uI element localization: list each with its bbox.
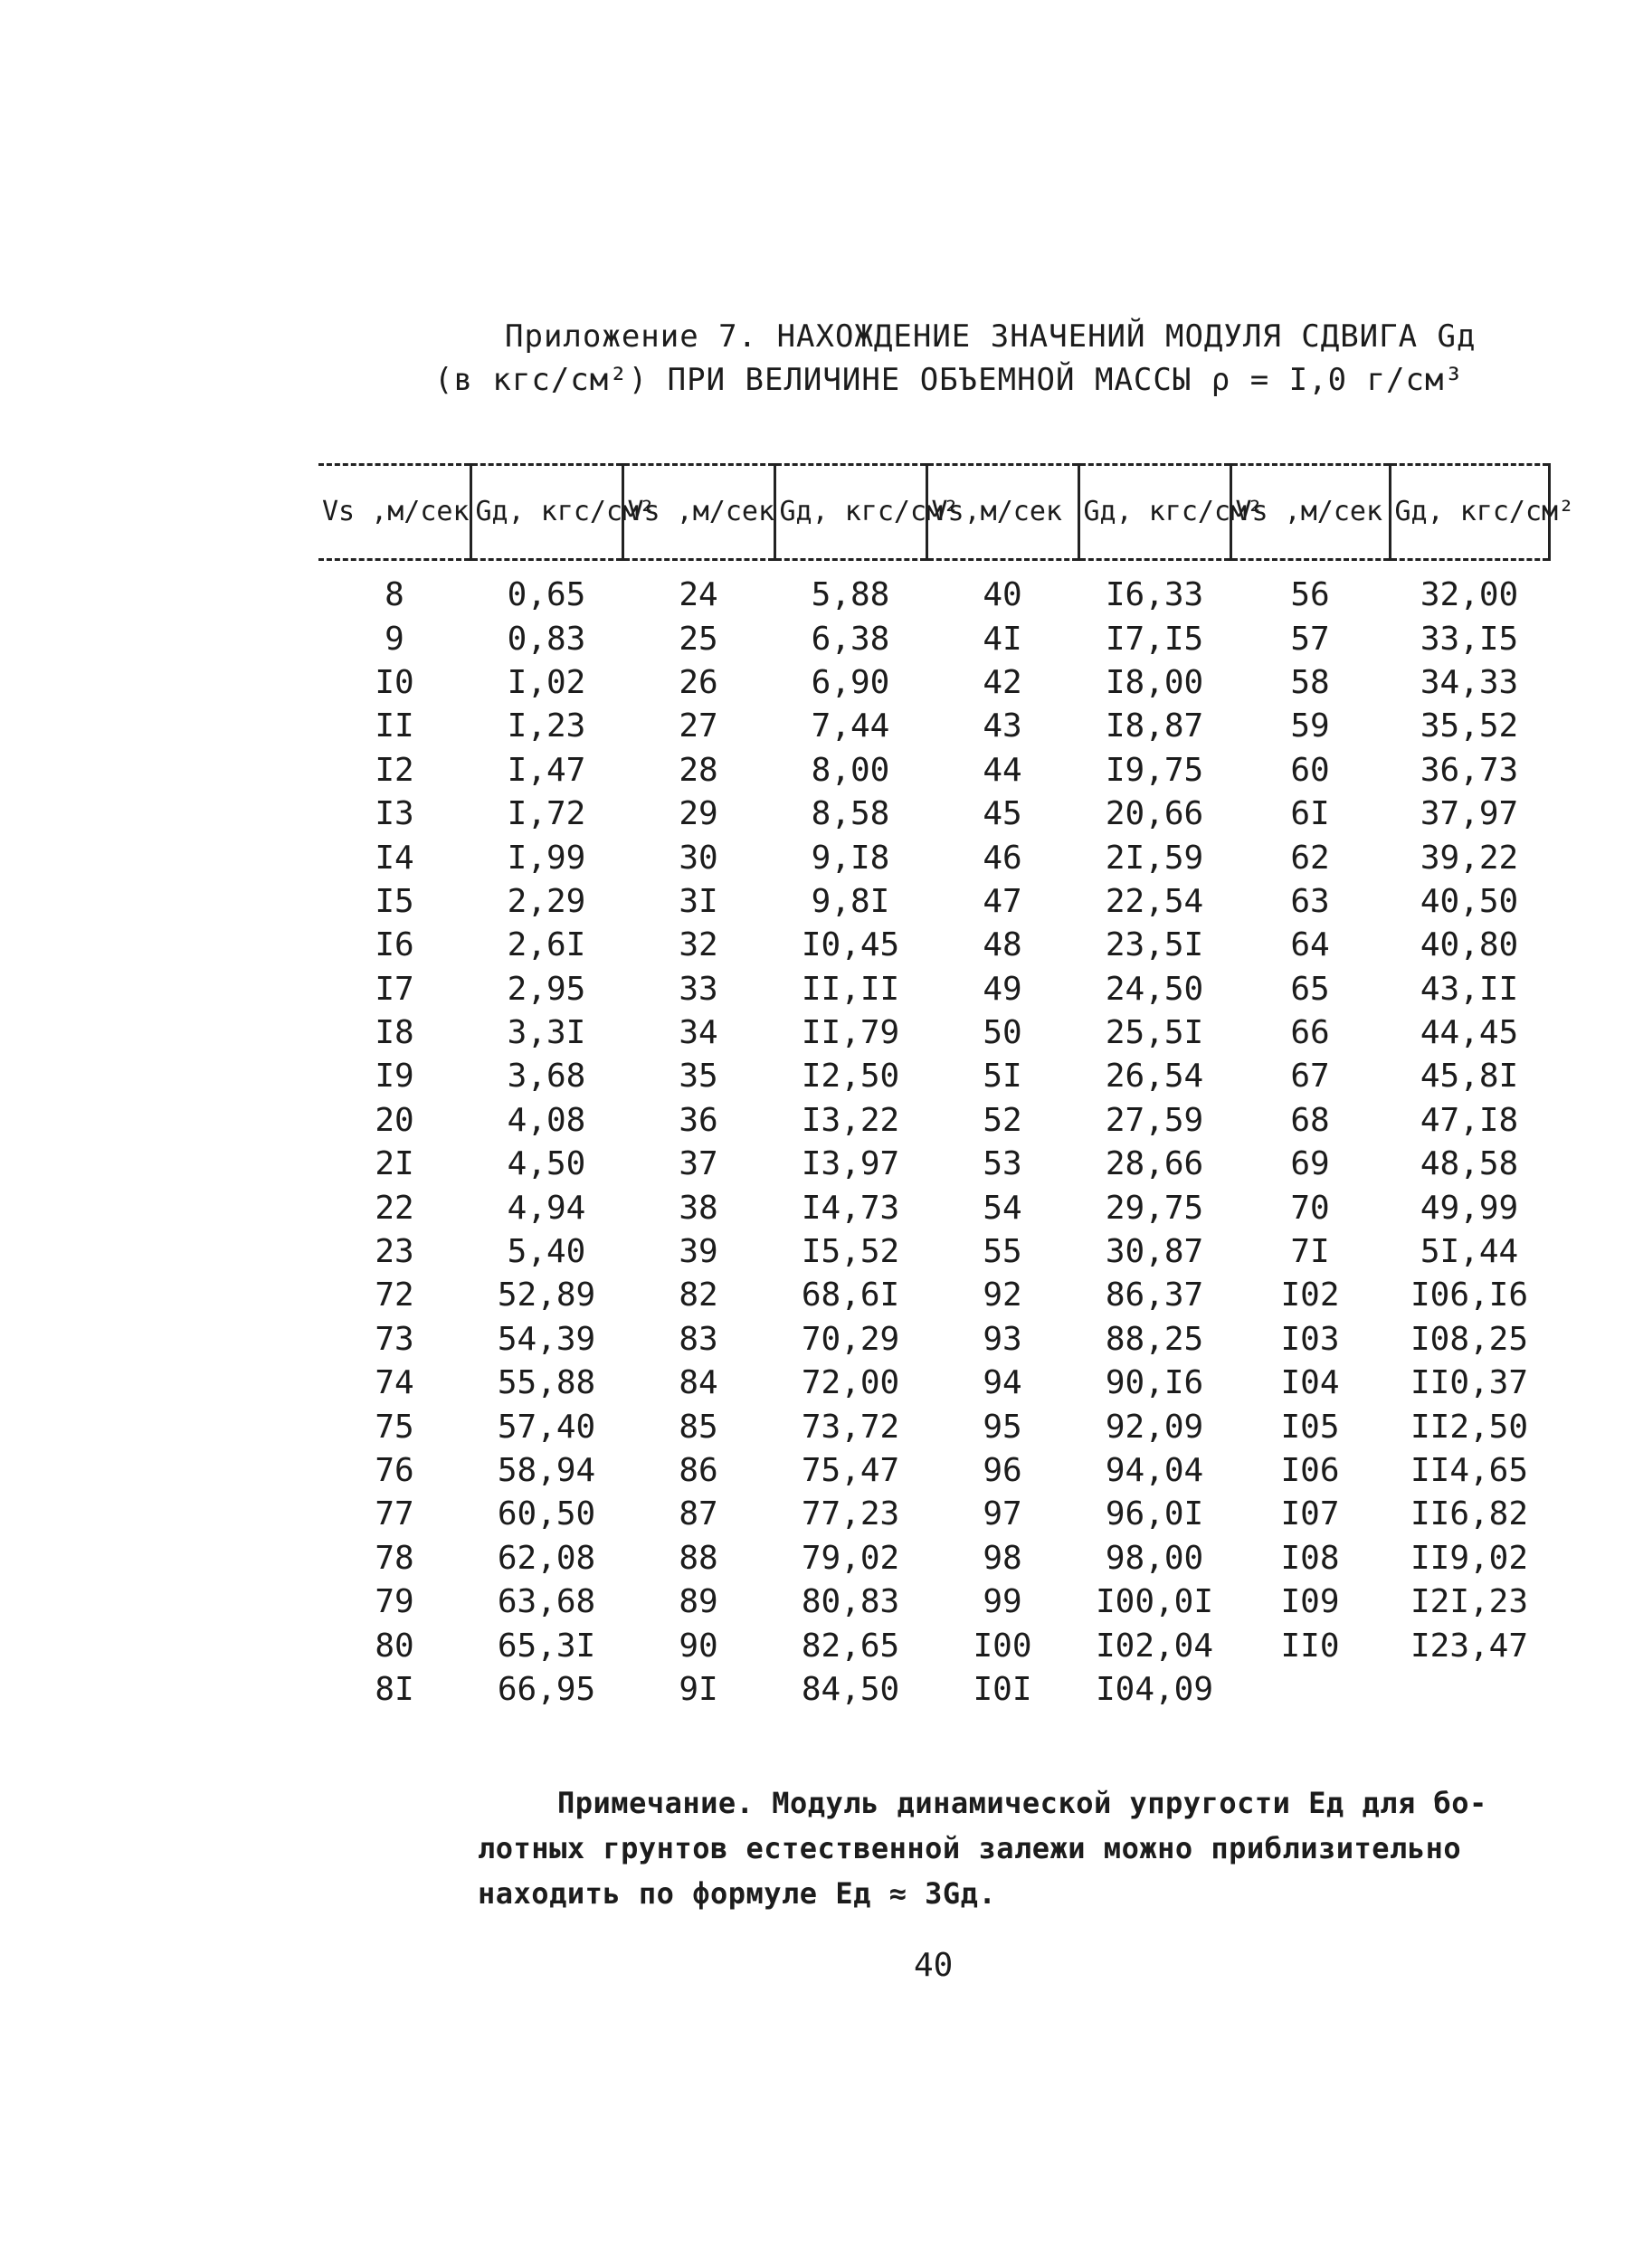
velocity-cell: 49 xyxy=(983,970,1022,1008)
velocity-cell: I02 xyxy=(1280,1276,1340,1314)
modulus-cell: 63,68 xyxy=(497,1583,596,1621)
modulus-cell: 29,75 xyxy=(1105,1189,1204,1227)
table-row xyxy=(318,661,1549,705)
velocity-cell: 54 xyxy=(983,1189,1022,1227)
table-row xyxy=(318,1011,1549,1055)
modulus-cell: 26,54 xyxy=(1105,1058,1204,1096)
velocity-cell: 28 xyxy=(679,751,718,789)
velocity-cell: 39 xyxy=(679,1233,718,1271)
modulus-cell: 82,65 xyxy=(801,1627,900,1665)
velocity-cell: 69 xyxy=(1290,1145,1330,1183)
modulus-cell: I,99 xyxy=(507,839,586,877)
modulus-cell: II2,50 xyxy=(1410,1408,1529,1446)
modulus-cell: 6,90 xyxy=(811,663,890,701)
velocity-cell: 67 xyxy=(1290,1058,1330,1096)
modulus-cell: 2,6I xyxy=(507,926,586,964)
header-gd-1: Gд, кгс/см² xyxy=(470,465,622,560)
modulus-cell: I2,50 xyxy=(801,1058,900,1096)
modulus-cell: 62,08 xyxy=(497,1539,596,1577)
velocity-cell: 58 xyxy=(1290,663,1330,701)
modulus-cell: 30,87 xyxy=(1105,1233,1204,1271)
title-line-1: Приложение 7. НАХОЖДЕНИЕ ЗНАЧЕНИЙ МОДУЛЯ СДВИГА Gд xyxy=(505,318,1477,355)
modulus-cell: 36,73 xyxy=(1420,751,1519,789)
modulus-cell: II6,82 xyxy=(1410,1495,1529,1533)
velocity-cell: I0 xyxy=(375,663,414,701)
table-row xyxy=(318,1186,1549,1229)
velocity-cell: 99 xyxy=(983,1583,1022,1621)
modulus-cell: 98,00 xyxy=(1105,1539,1204,1577)
velocity-cell: I00 xyxy=(973,1627,1032,1665)
velocity-cell: 59 xyxy=(1290,707,1330,745)
velocity-cell: 74 xyxy=(375,1364,414,1402)
table-row xyxy=(318,1362,1549,1405)
velocity-cell: I6 xyxy=(375,926,414,964)
table-row xyxy=(318,1668,1549,1712)
velocity-cell: 48 xyxy=(983,926,1022,964)
velocity-cell: 62 xyxy=(1290,839,1330,877)
modulus-cell: 49,99 xyxy=(1420,1189,1519,1227)
table-row xyxy=(318,574,1549,617)
modulus-cell: I4,73 xyxy=(801,1189,900,1227)
table-row xyxy=(318,968,1549,1011)
table-row xyxy=(318,1055,1549,1098)
modulus-cell: 44,45 xyxy=(1420,1014,1519,1052)
velocity-cell: I8 xyxy=(375,1014,414,1052)
modulus-cell: 92,09 xyxy=(1105,1408,1204,1446)
modulus-cell: 4,50 xyxy=(507,1145,586,1183)
velocity-cell: 25 xyxy=(679,620,718,658)
velocity-cell: 90 xyxy=(679,1627,718,1665)
modulus-cell: 79,02 xyxy=(801,1539,900,1577)
velocity-cell: I06 xyxy=(1280,1452,1340,1489)
modulus-cell: 34,33 xyxy=(1420,663,1519,701)
header-gd-3: Gд, кгс/см² xyxy=(1078,465,1230,560)
velocity-cell: 96 xyxy=(983,1452,1022,1489)
modulus-cell: 94,04 xyxy=(1105,1452,1204,1489)
velocity-cell: 86 xyxy=(679,1452,718,1489)
modulus-cell: 23,5I xyxy=(1105,926,1204,964)
modulus-cell: 2I,59 xyxy=(1105,839,1204,877)
modulus-cell: 54,39 xyxy=(497,1320,596,1358)
velocity-cell: 88 xyxy=(679,1539,718,1577)
modulus-cell: 5I,44 xyxy=(1420,1233,1519,1271)
modulus-cell: 7,44 xyxy=(811,707,890,745)
modulus-cell: 86,37 xyxy=(1105,1276,1204,1314)
velocity-cell: 73 xyxy=(375,1320,414,1358)
page-title xyxy=(434,315,1502,402)
velocity-cell: 80 xyxy=(375,1627,414,1665)
modulus-cell: 27,59 xyxy=(1105,1101,1204,1139)
velocity-cell: 76 xyxy=(375,1452,414,1489)
velocity-cell: 85 xyxy=(679,1408,718,1446)
modulus-cell: 70,29 xyxy=(801,1320,900,1358)
modulus-cell: 5,40 xyxy=(507,1233,586,1271)
velocity-cell: 8 xyxy=(385,576,404,614)
modulus-cell: II9,02 xyxy=(1410,1539,1529,1577)
modulus-cell: I7,I5 xyxy=(1105,620,1204,658)
velocity-cell: 26 xyxy=(679,663,718,701)
modulus-cell: 37,97 xyxy=(1420,795,1519,833)
velocity-cell: 36 xyxy=(679,1101,718,1139)
velocity-cell: I0I xyxy=(973,1670,1032,1708)
modulus-cell: I,23 xyxy=(507,707,586,745)
velocity-cell: 24 xyxy=(679,576,718,614)
modulus-cell: I00,0I xyxy=(1095,1583,1214,1621)
velocity-cell: 63 xyxy=(1290,882,1330,920)
velocity-cell: 38 xyxy=(679,1189,718,1227)
modulus-cell: I08,25 xyxy=(1410,1320,1529,1358)
modulus-cell: 43,II xyxy=(1420,970,1519,1008)
table-row xyxy=(318,1449,1549,1493)
velocity-cell: 82 xyxy=(679,1276,718,1314)
velocity-cell: 79 xyxy=(375,1583,414,1621)
modulus-cell: I5,52 xyxy=(801,1233,900,1271)
velocity-cell: 55 xyxy=(983,1233,1022,1271)
modulus-cell: 77,23 xyxy=(801,1495,900,1533)
velocity-cell: I3 xyxy=(375,795,414,833)
table-row xyxy=(318,705,1549,748)
velocity-cell: 9I xyxy=(679,1670,718,1708)
header-gd-2: Gд, кгс/см² xyxy=(774,465,926,560)
velocity-cell: 27 xyxy=(679,707,718,745)
modulus-cell: 60,50 xyxy=(497,1495,596,1533)
table-body xyxy=(318,560,1549,1713)
velocity-cell: 53 xyxy=(983,1145,1022,1183)
modulus-cell: 8,00 xyxy=(811,751,890,789)
velocity-cell: 8I xyxy=(375,1670,414,1708)
velocity-cell: 84 xyxy=(679,1364,718,1402)
modulus-cell: 73,72 xyxy=(801,1408,900,1446)
velocity-cell: 32 xyxy=(679,926,718,964)
velocity-cell: 2I xyxy=(375,1145,414,1183)
modulus-cell: 32,00 xyxy=(1420,576,1519,614)
modulus-cell: 2,95 xyxy=(507,970,586,1008)
modulus-cell: 0,83 xyxy=(507,620,586,658)
velocity-cell: II xyxy=(375,707,414,745)
modulus-cell: 88,25 xyxy=(1105,1320,1204,1358)
modulus-cell: I8,87 xyxy=(1105,707,1204,745)
velocity-cell: 94 xyxy=(983,1364,1022,1402)
modulus-cell: I,47 xyxy=(507,751,586,789)
modulus-cell: 55,88 xyxy=(497,1364,596,1402)
modulus-cell: I2I,23 xyxy=(1410,1583,1529,1621)
velocity-cell: 37 xyxy=(679,1145,718,1183)
velocity-cell: 95 xyxy=(983,1408,1022,1446)
velocity-cell: I04 xyxy=(1280,1364,1340,1402)
header-vs-3: Vs,м/сек xyxy=(926,465,1078,560)
modulus-cell: I23,47 xyxy=(1410,1627,1529,1665)
modulus-cell: 96,0I xyxy=(1105,1495,1204,1533)
page-number: 40 xyxy=(914,1947,954,1984)
velocity-cell: 30 xyxy=(679,839,718,877)
modulus-cell: I06,I6 xyxy=(1410,1276,1529,1314)
header-vs-2: Vs ,м/сек xyxy=(622,465,774,560)
velocity-cell: I2 xyxy=(375,751,414,789)
modulus-cell: II,II xyxy=(801,970,900,1008)
modulus-cell: 66,95 xyxy=(497,1670,596,1708)
velocity-cell: I09 xyxy=(1280,1583,1340,1621)
velocity-cell: 22 xyxy=(375,1189,414,1227)
velocity-cell: 65 xyxy=(1290,970,1330,1008)
velocity-cell: 75 xyxy=(375,1408,414,1446)
velocity-cell: 87 xyxy=(679,1495,718,1533)
velocity-cell: 89 xyxy=(679,1583,718,1621)
modulus-cell: 84,50 xyxy=(801,1670,900,1708)
velocity-cell xyxy=(1230,1668,1390,1712)
velocity-cell: II0 xyxy=(1280,1627,1340,1665)
velocity-cell: 83 xyxy=(679,1320,718,1358)
velocity-cell: 20 xyxy=(375,1101,414,1139)
modulus-cell: 57,40 xyxy=(497,1408,596,1446)
table-row xyxy=(318,880,1549,924)
table-row xyxy=(318,836,1549,879)
table-row xyxy=(318,617,1549,660)
velocity-cell: 68 xyxy=(1290,1101,1330,1139)
modulus-cell: II4,65 xyxy=(1410,1452,1529,1489)
velocity-cell: 4I xyxy=(983,620,1022,658)
velocity-cell: I9 xyxy=(375,1058,414,1096)
velocity-cell: 35 xyxy=(679,1058,718,1096)
velocity-cell: 92 xyxy=(983,1276,1022,1314)
modulus-cell: 65,3I xyxy=(497,1627,596,1665)
modulus-cell: I8,00 xyxy=(1105,663,1204,701)
velocity-cell: 70 xyxy=(1290,1189,1330,1227)
modulus-cell: 45,8I xyxy=(1420,1058,1519,1096)
modulus-cell: 8,58 xyxy=(811,795,890,833)
modulus-cell: I9,75 xyxy=(1105,751,1204,789)
table-row xyxy=(318,1318,1549,1362)
modulus-cell: I6,33 xyxy=(1105,576,1204,614)
modulus-cell: 58,94 xyxy=(497,1452,596,1489)
modulus-cell: 40,50 xyxy=(1420,882,1519,920)
modulus-cell: II,79 xyxy=(801,1014,900,1052)
modulus-cell: 40,80 xyxy=(1420,926,1519,964)
modulus-cell: I3,22 xyxy=(801,1101,900,1139)
velocity-cell: 6I xyxy=(1290,795,1330,833)
modulus-cell: 28,66 xyxy=(1105,1145,1204,1183)
modulus-cell: 3,3I xyxy=(507,1014,586,1052)
velocity-cell: 47 xyxy=(983,882,1022,920)
velocity-cell: 64 xyxy=(1290,926,1330,964)
modulus-cell: 75,47 xyxy=(801,1452,900,1489)
velocity-cell: 23 xyxy=(375,1233,414,1271)
modulus-cell: 3,68 xyxy=(507,1058,586,1096)
table-row xyxy=(318,1493,1549,1536)
modulus-cell: 6,38 xyxy=(811,620,890,658)
velocity-cell: 78 xyxy=(375,1539,414,1577)
velocity-cell: 60 xyxy=(1290,751,1330,789)
table-row xyxy=(318,792,1549,836)
velocity-cell: 98 xyxy=(983,1539,1022,1577)
table-header-row xyxy=(318,465,1549,560)
table-row xyxy=(318,924,1549,967)
modulus-cell: 80,83 xyxy=(801,1583,900,1621)
modulus-cell: 9,8I xyxy=(811,882,890,920)
velocity-cell: I08 xyxy=(1280,1539,1340,1577)
modulus-cell: 4,08 xyxy=(507,1101,586,1139)
note xyxy=(478,1780,1518,1916)
velocity-cell: 44 xyxy=(983,751,1022,789)
note-line-2: лотных грунтов естественной залежи можно приблизительно xyxy=(478,1831,1462,1865)
velocity-cell: 46 xyxy=(983,839,1022,877)
velocity-cell: 7I xyxy=(1290,1233,1330,1271)
modulus-cell: 5,88 xyxy=(811,576,890,614)
velocity-cell: I7 xyxy=(375,970,414,1008)
modulus-cell: 33,I5 xyxy=(1420,620,1519,658)
modulus-cell: 2,29 xyxy=(507,882,586,920)
table-row xyxy=(318,1624,1549,1667)
velocity-cell: 72 xyxy=(375,1276,414,1314)
velocity-cell: 66 xyxy=(1290,1014,1330,1052)
velocity-cell: I07 xyxy=(1280,1495,1340,1533)
note-line-1: Примечание. Модуль динамической упругости Eд для бо- xyxy=(557,1786,1487,1820)
modulus-cell: 52,89 xyxy=(497,1276,596,1314)
velocity-cell: 50 xyxy=(983,1014,1022,1052)
velocity-cell: 29 xyxy=(679,795,718,833)
modulus-cell: 0,65 xyxy=(507,576,586,614)
header-vs-1: Vs ,м/сек xyxy=(318,465,470,560)
modulus-cell: 4,94 xyxy=(507,1189,586,1227)
modulus-cell: 39,22 xyxy=(1420,839,1519,877)
velocity-cell: 56 xyxy=(1290,576,1330,614)
modulus-cell: 9,I8 xyxy=(811,839,890,877)
note-line-3: находить по формуле Eд ≈ 3Gд. xyxy=(478,1876,997,1911)
velocity-cell: 3I xyxy=(679,882,718,920)
title-line-2: (в кгс/см²) ПРИ ВЕЛИЧИНЕ ОБЪЕМНОЙ МАССЫ ρ = I,0 г/см³ xyxy=(434,362,1464,398)
velocity-cell: 52 xyxy=(983,1101,1022,1139)
velocity-cell: 33 xyxy=(679,970,718,1008)
modulus-cell: 47,I8 xyxy=(1420,1101,1519,1139)
shear-modulus-table xyxy=(318,463,1575,1712)
modulus-cell: 72,00 xyxy=(801,1364,900,1402)
modulus-cell: 22,54 xyxy=(1105,882,1204,920)
velocity-cell: 40 xyxy=(983,576,1022,614)
modulus-cell: 48,58 xyxy=(1420,1145,1519,1183)
table-row xyxy=(318,1274,1549,1317)
velocity-cell: 93 xyxy=(983,1320,1022,1358)
table-row xyxy=(318,1405,1549,1448)
modulus-cell: 90,I6 xyxy=(1105,1364,1204,1402)
velocity-cell: 45 xyxy=(983,795,1022,833)
velocity-cell: I5 xyxy=(375,882,414,920)
velocity-cell: 34 xyxy=(679,1014,718,1052)
header-vs-4: Vs ,м/сек xyxy=(1230,465,1390,560)
table-row xyxy=(318,1580,1549,1624)
modulus-cell xyxy=(1390,1668,1549,1712)
velocity-cell: 42 xyxy=(983,663,1022,701)
modulus-cell: 68,6I xyxy=(801,1276,900,1314)
modulus-cell: I,02 xyxy=(507,663,586,701)
table-row xyxy=(318,1099,1549,1143)
velocity-cell: 57 xyxy=(1290,620,1330,658)
table-row xyxy=(318,1143,1549,1186)
modulus-cell: I3,97 xyxy=(801,1145,900,1183)
velocity-cell: I4 xyxy=(375,839,414,877)
velocity-cell: I03 xyxy=(1280,1320,1340,1358)
modulus-cell: 20,66 xyxy=(1105,795,1204,833)
modulus-cell: I04,09 xyxy=(1095,1670,1214,1708)
modulus-cell: II0,37 xyxy=(1410,1364,1529,1402)
modulus-cell: I,72 xyxy=(507,795,586,833)
velocity-cell: 43 xyxy=(983,707,1022,745)
velocity-cell: 97 xyxy=(983,1495,1022,1533)
table-row xyxy=(318,749,1549,792)
modulus-cell: 25,5I xyxy=(1105,1014,1204,1052)
table-row xyxy=(318,1537,1549,1580)
table-row xyxy=(318,1230,1549,1274)
modulus-cell: 35,52 xyxy=(1420,707,1519,745)
modulus-cell: 24,50 xyxy=(1105,970,1204,1008)
velocity-cell: 5I xyxy=(983,1058,1022,1096)
velocity-cell: 77 xyxy=(375,1495,414,1533)
modulus-cell: I02,04 xyxy=(1095,1627,1214,1665)
velocity-cell: I05 xyxy=(1280,1408,1340,1446)
header-gd-4: Gд, кгс/см² xyxy=(1390,465,1549,560)
modulus-cell: I0,45 xyxy=(801,926,900,964)
velocity-cell: 9 xyxy=(385,620,404,658)
